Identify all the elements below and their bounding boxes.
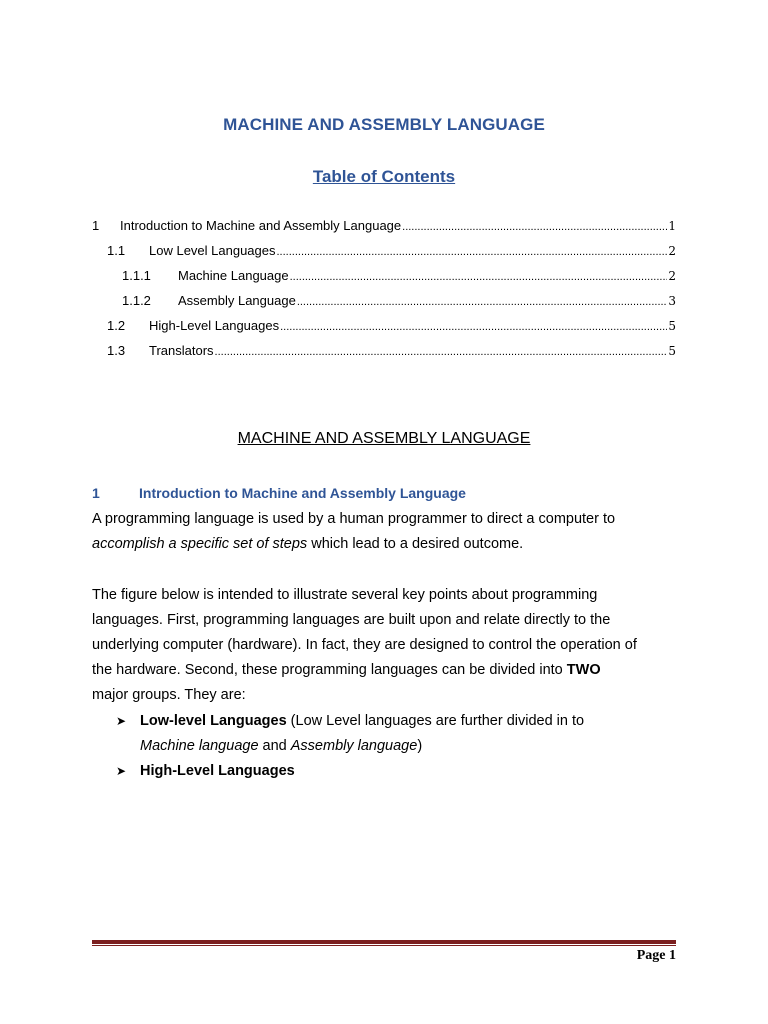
toc-entry-1-3[interactable]: [92, 343, 676, 363]
bullet-text: (Low Level languages are further divided in to: [286, 713, 585, 729]
toc-page: 5: [668, 344, 676, 358]
toc-leader: [402, 221, 667, 233]
footer-divider: [92, 940, 676, 946]
bullet-line: [140, 759, 676, 784]
toc-title: Translators: [149, 343, 214, 358]
paragraph-line: A programming language is used by a human programmer to direct a computer to: [92, 511, 616, 527]
heading-text: Introduction to Machine and Assembly Language: [139, 485, 466, 501]
paragraph-text: which lead to a desired outcome.: [307, 536, 524, 552]
section-title: MACHINE AND ASSEMBLY LANGUAGE: [237, 430, 531, 447]
paragraph-line: The figure below is intended to illustrate several key points about programming: [92, 587, 598, 603]
toc-number: 1.1: [107, 243, 126, 258]
paragraph-1: [92, 507, 692, 557]
footer-rule-thick: [92, 940, 676, 944]
toc-number: 1.2: [107, 318, 126, 333]
bullet-item-low-level: [116, 709, 676, 759]
section-heading: [92, 485, 466, 501]
paragraph-line: languages. First, programming languages are built upon and relate directly to the: [92, 612, 611, 628]
toc-leader: [277, 246, 668, 258]
bullet-item-high-level: [116, 759, 676, 784]
toc-leader: [280, 321, 667, 333]
toc-entry-1-1-2[interactable]: [92, 293, 676, 313]
toc-title: Introduction to Machine and Assembly Language: [120, 218, 402, 233]
paragraph-line: [92, 658, 692, 683]
toc-entry-1-2[interactable]: [92, 318, 676, 338]
footer-rule-thin: [92, 945, 676, 946]
toc-page: 3: [668, 294, 676, 308]
arrow-bullet-icon: ➤: [116, 764, 127, 778]
paragraph-text: the hardware. Second, these programming languages can be divided into: [92, 662, 567, 678]
bullet-line: [140, 734, 676, 759]
bullet-line: [140, 709, 676, 734]
toc-leader: [297, 296, 668, 308]
arrow-bullet-icon: ➤: [116, 714, 127, 728]
toc-entry-1[interactable]: [92, 218, 676, 238]
paragraph-2: [92, 583, 692, 708]
toc-number: 1.3: [107, 343, 126, 358]
heading-number: 1: [92, 485, 100, 501]
toc-entry-1-1[interactable]: [92, 243, 676, 263]
toc-entry-1-1-1[interactable]: [92, 268, 676, 288]
toc-title: Assembly Language: [178, 293, 296, 308]
toc-page: 2: [668, 244, 676, 258]
toc-title: Machine Language: [178, 268, 289, 283]
italic-phrase: accomplish a specific set of steps: [92, 536, 308, 552]
bullet-bold: Low-level Languages: [140, 713, 287, 729]
toc-number: 1.1.2: [122, 293, 151, 308]
paragraph-line: underlying computer (hardware). In fact, they are designed to control the operation of: [92, 637, 637, 653]
paragraph-line: [92, 532, 692, 557]
toc-page: 2: [668, 269, 676, 283]
toc-title: High-Level Languages: [149, 318, 280, 333]
toc-heading: Table of Contents: [312, 167, 456, 186]
page-number: Page 1: [636, 948, 676, 963]
toc-number: 1.1.1: [122, 268, 151, 283]
toc-leader: [215, 346, 668, 358]
bold-word: TWO: [566, 662, 601, 678]
bullet-bold: High-Level Languages: [140, 763, 295, 779]
toc-page: 1: [668, 219, 676, 233]
bullet-italic: Machine language: [140, 738, 259, 754]
bullet-italic: Assembly language: [290, 738, 418, 754]
document-title: MACHINE AND ASSEMBLY LANGUAGE: [223, 115, 545, 134]
toc-number: 1: [92, 218, 100, 233]
toc-leader: [290, 271, 668, 283]
paragraph-line: major groups. They are:: [92, 687, 246, 703]
bullet-list: [116, 709, 676, 784]
toc-title: Low Level Languages: [149, 243, 276, 258]
toc-page: 5: [668, 319, 676, 333]
bullet-text: and: [258, 738, 291, 754]
bullet-text: ): [417, 738, 423, 754]
